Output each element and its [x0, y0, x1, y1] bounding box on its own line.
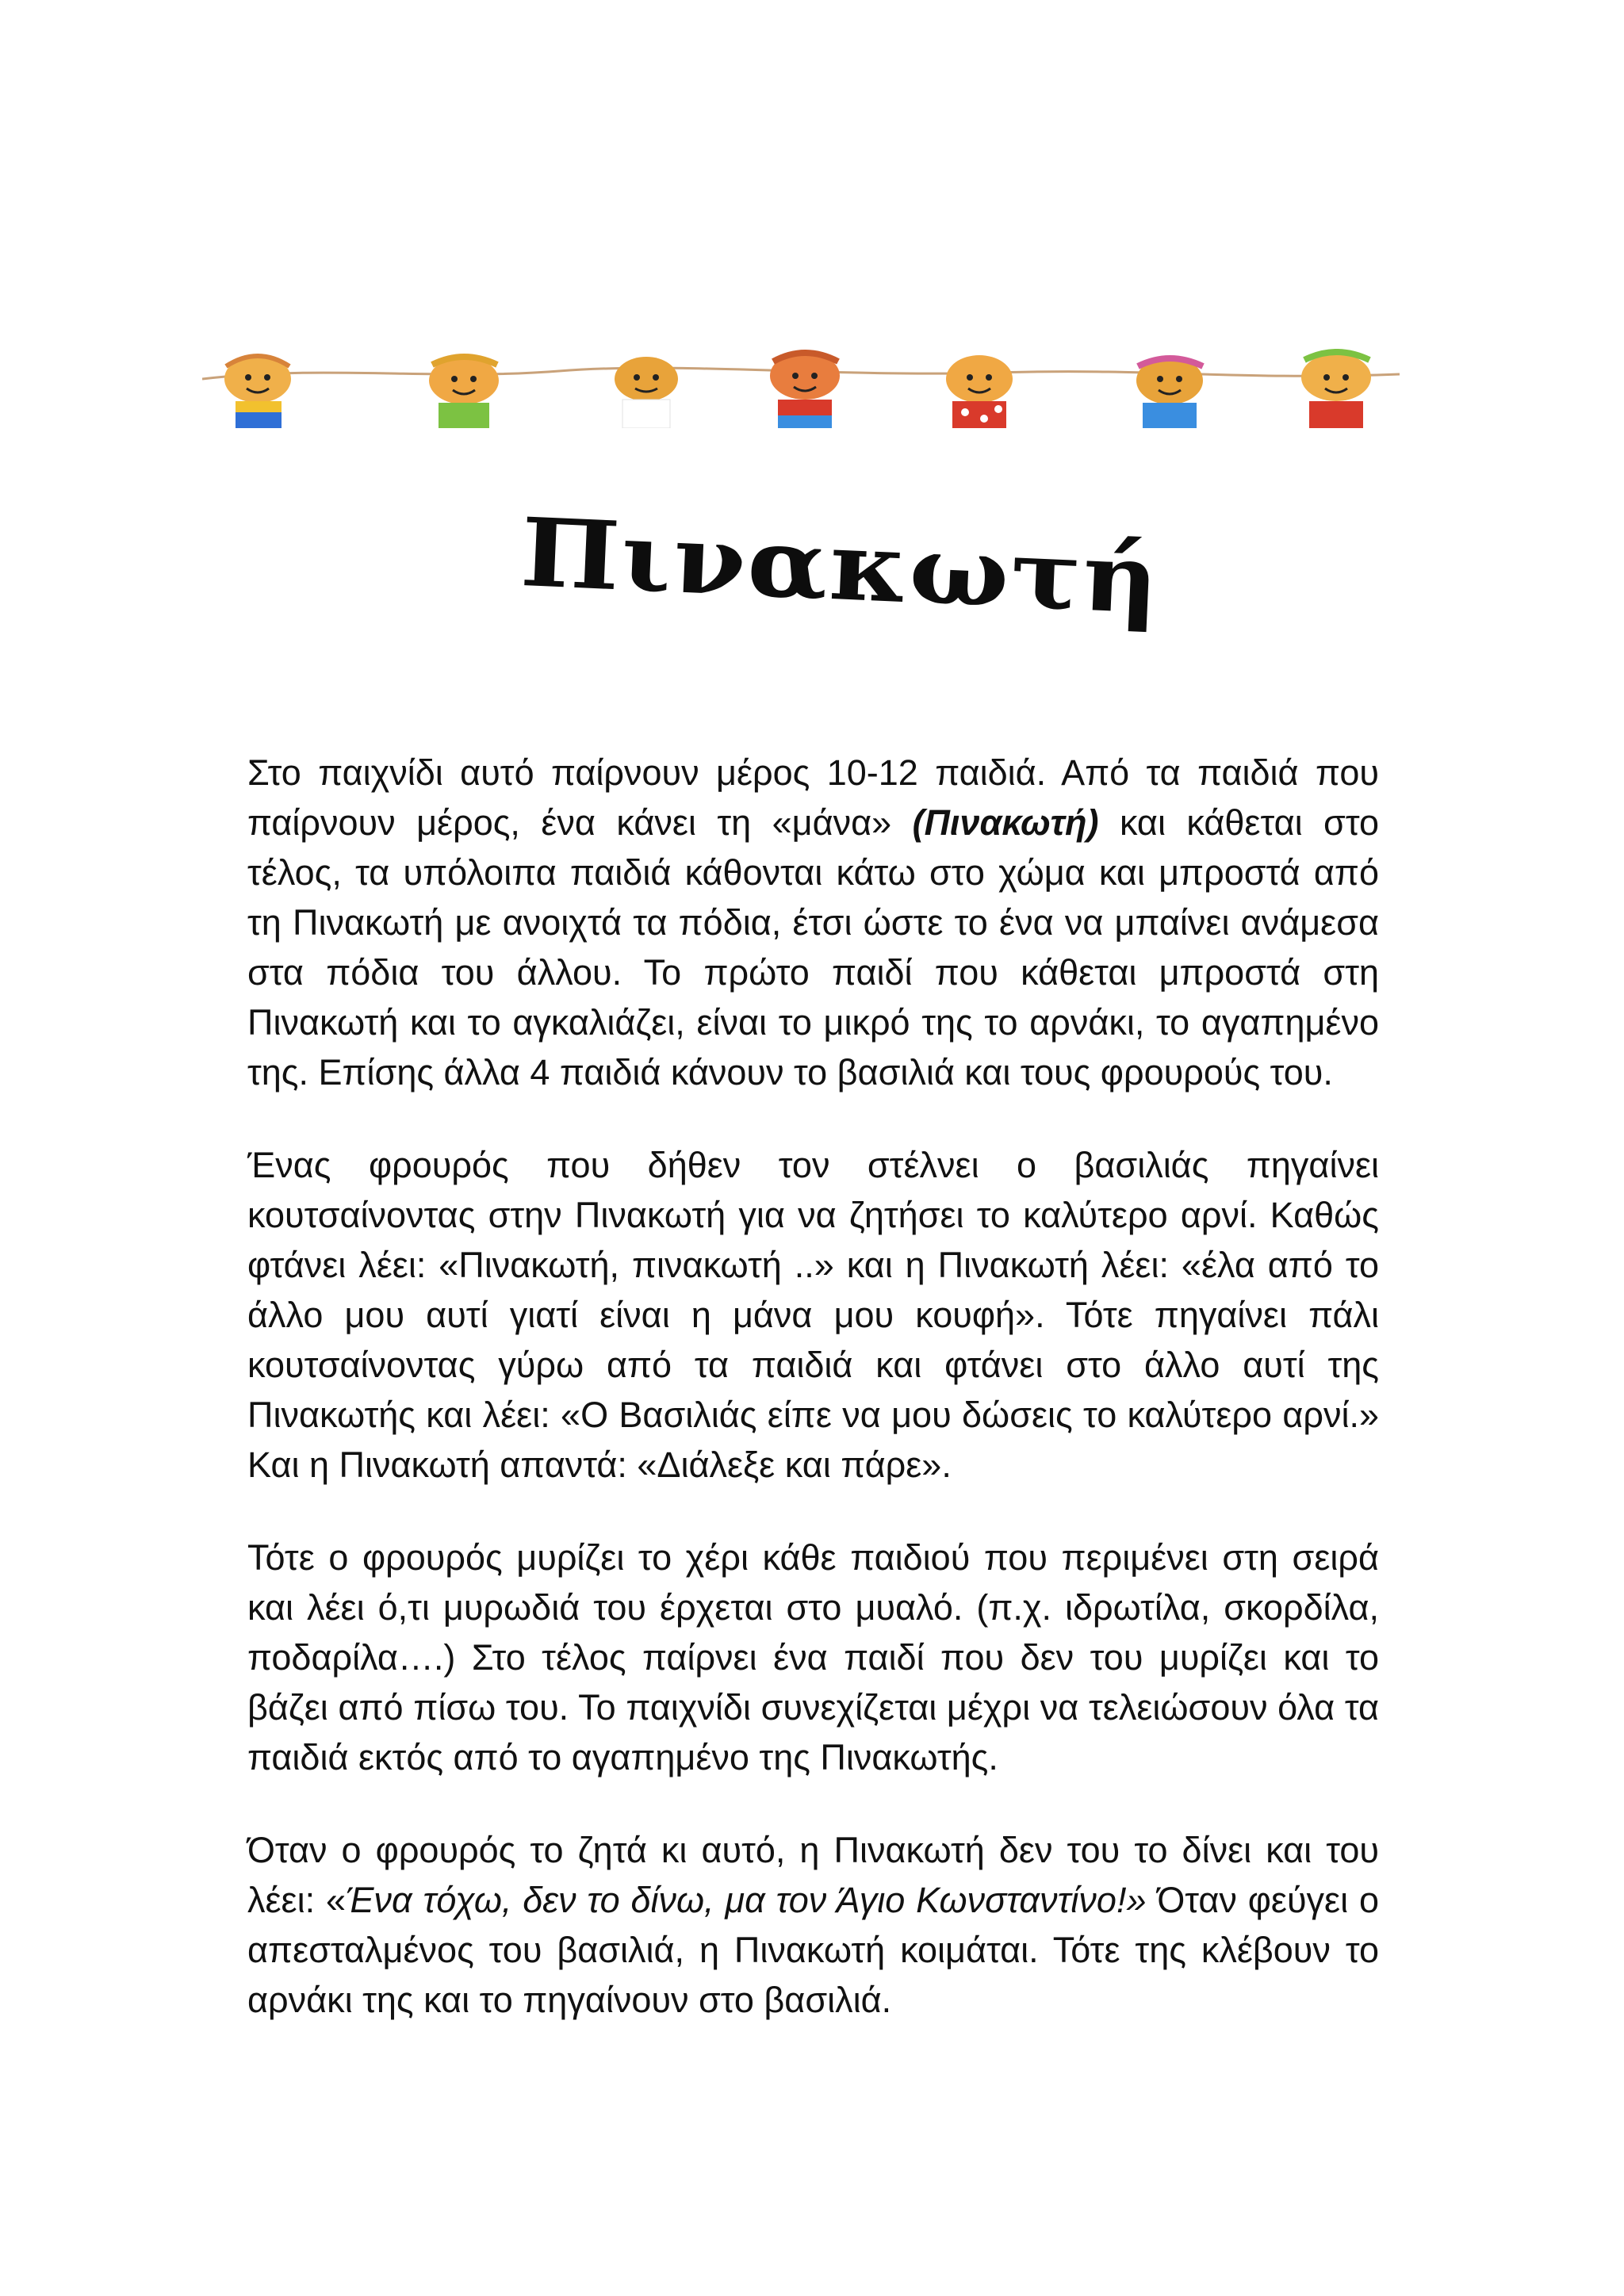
- paragraph-text: και κάθεται στο τέλος, τα υπόλοιπα παιδιά κάθονται κάτω στο χώμα και μπροστά από τη Πινακωτή με ανοιχτά τα πόδια, έτσι ώστε το ένα να μπαίνει ανάμεσα στα πόδια του άλλου. Το πρώτο παιδί που κάθεται μπροστά στη Πινακωτή και το αγκαλιάζει, είναι το μικρό της το αρνάκι, το αγαπημένο της. Επίσης άλλα 4 παιδιά κάνουν το βασιλιά και τους φρουρούς του.: [247, 802, 1379, 1093]
- emphasized-text: (Πινακωτή): [912, 802, 1099, 843]
- paragraph: [247, 1825, 1379, 2025]
- document-body: [247, 748, 1379, 2025]
- paragraph: Ένας φρουρός που δήθεν τον στέλνει ο βασιλιάς πηγαίνει κουτσαίνοντας στην Πινακωτή για να ζητήσει το καλύτερο αρνί. Καθώς φτάνει λέει: «Πινακωτή, πινακωτή ..» και η Πινακωτή λέει: «έλα από το άλλο μου αυτί γιατί είναι η μάνα μου κουφή». Τότε πηγαίνει πάλι κουτσαίνοντας γύρω από τα παιδιά και φτάνει στο άλλο αυτί της Πινακωτής και λέει: «Ο Βασιλιάς είπε να μου δώσεις το καλύτερο αρνί.» Και η Πινακωτή απαντά: «Διάλεξε και πάρε».: [247, 1145, 1379, 1485]
- paragraph: Τότε ο φρουρός μυρίζει το χέρι κάθε παιδιού που περιμένει στη σειρά και λέει ό,τι μυρωδιά του έρχεται στο μυαλό. (π.χ. ιδρωτίλα, σκορδίλα, ποδαρίλα….) Στο τέλος παίρνει ένα παιδί που δεν του μυρίζει και το βάζει από πίσω του. Το παιχνίδι συνεχίζεται μέχρι να τελειώσουν όλα τα παιδιά εκτός από το αγαπημένο της Πινακωτής.: [247, 1537, 1379, 1777]
- italic-quote: Ένα τόχω, δεν το δίνω, μα τον Άγιο Κωνσταντίνο!»: [346, 1880, 1147, 1920]
- paragraph-text: Στο παιχνίδι αυτό παίρνουν μέρος 10-12 παιδιά. Από τα παιδιά που παίρνουν μέρος, ένα κάνει τη «μάνα»: [247, 752, 1379, 843]
- paragraph-text: Όταν φεύγει ο απεσταλμένος του βασιλιά, η Πινακωτή κοιμάται. Τότε της κλέβουν το αρνάκι της και το πηγαίνουν στο βασιλιά.: [247, 1880, 1379, 2020]
- children-holding-hands-icon: [202, 349, 1400, 428]
- paragraph-text: Όταν ο φρουρός το ζητά κι αυτό, η Πινακωτή δεν του το δίνει και του λέει: «: [247, 1830, 1379, 1920]
- paragraph: [247, 748, 1379, 1097]
- children-banner-illustration: [202, 349, 1400, 428]
- page-title: Πινακωτή: [518, 497, 1163, 636]
